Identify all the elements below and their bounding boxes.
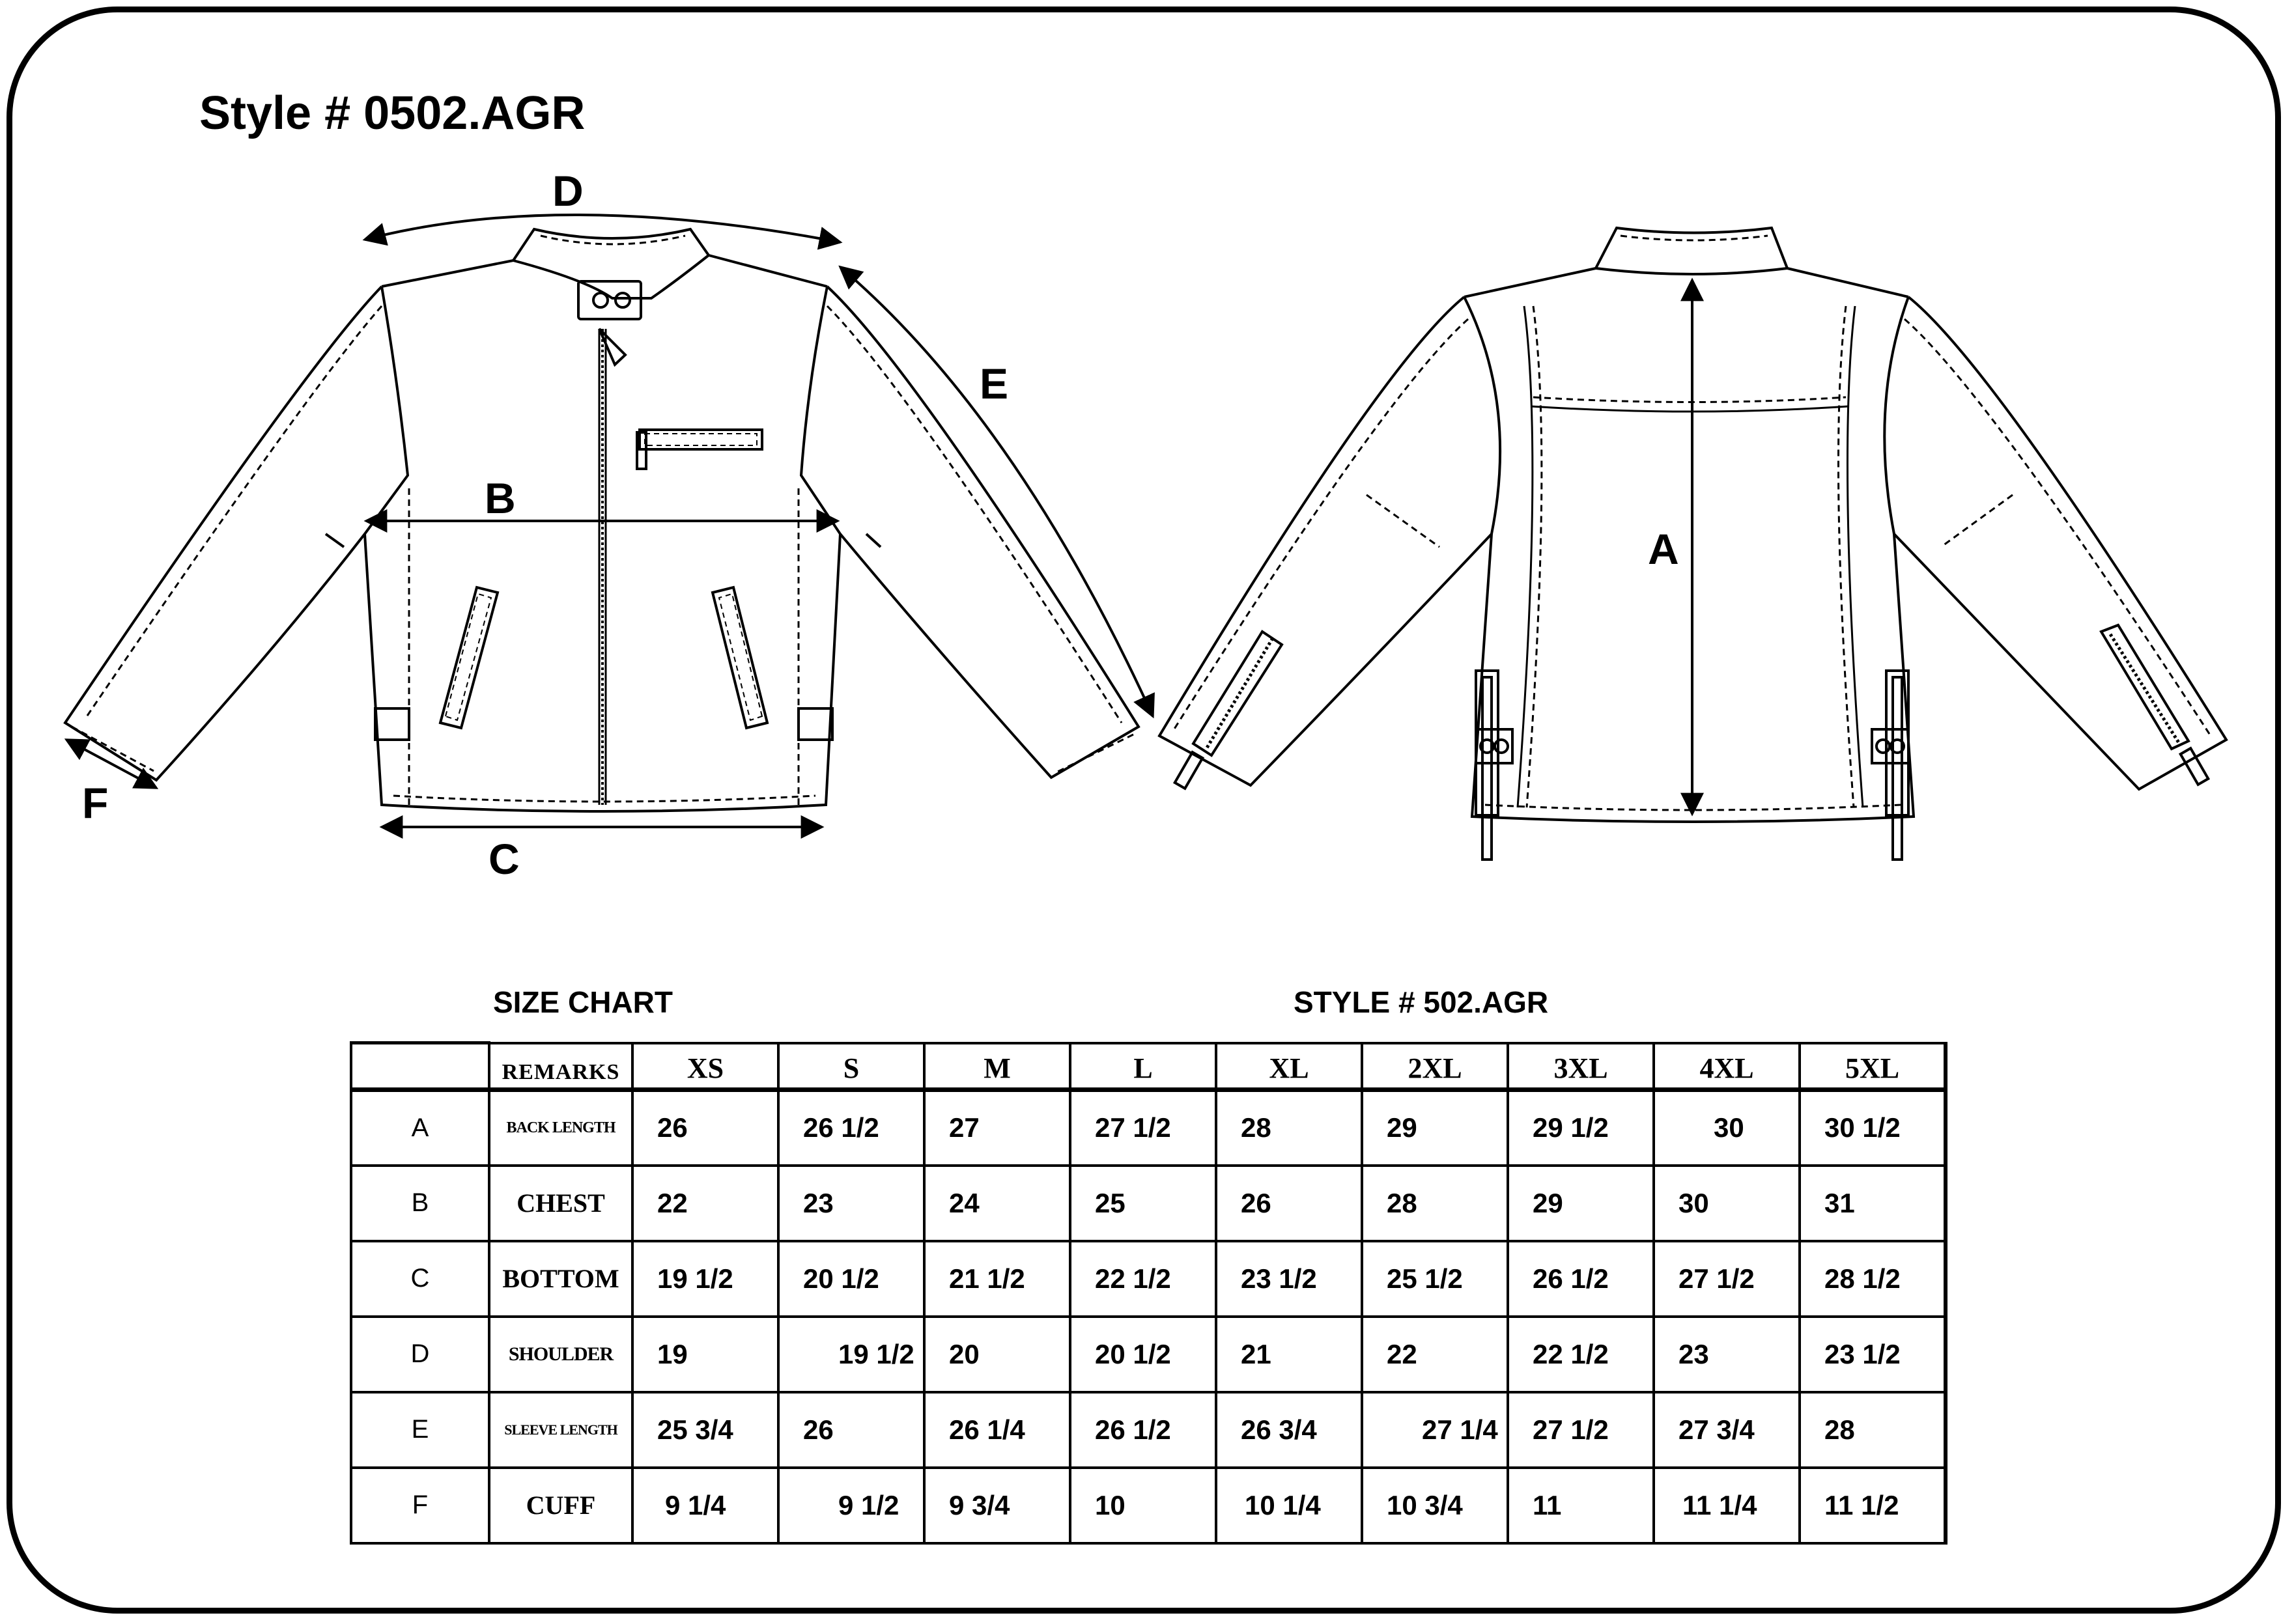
table-cell: 25 3/4 bbox=[632, 1392, 778, 1468]
size-chart-style-label: STYLE # 502.AGR bbox=[1294, 985, 1549, 1019]
size-chart-table bbox=[350, 1041, 1947, 1545]
table-cell: 19 1/2 bbox=[632, 1241, 778, 1317]
size-header: L bbox=[1070, 1043, 1216, 1090]
table-cell: 25 bbox=[1070, 1166, 1216, 1241]
table-cell: 26 bbox=[778, 1392, 924, 1468]
row-code: F bbox=[351, 1468, 489, 1543]
table-row bbox=[351, 1392, 1946, 1468]
table-cell: 26 1/2 bbox=[1070, 1392, 1216, 1468]
table-cell: 26 1/4 bbox=[924, 1392, 1070, 1468]
size-header: XL bbox=[1216, 1043, 1362, 1090]
table-cell: 29 1/2 bbox=[1508, 1090, 1654, 1166]
table-cell: 25 1/2 bbox=[1362, 1241, 1508, 1317]
size-header: S bbox=[778, 1043, 924, 1090]
table-cell: 27 3/4 bbox=[1654, 1392, 1800, 1468]
row-remark: CHEST bbox=[489, 1166, 632, 1241]
table-cell: 9 3/4 bbox=[924, 1468, 1070, 1543]
table-cell: 27 1/2 bbox=[1508, 1392, 1654, 1468]
table-cell: 28 bbox=[1362, 1166, 1508, 1241]
table-cell: 26 bbox=[632, 1090, 778, 1166]
table-cell: 29 bbox=[1508, 1166, 1654, 1241]
table-cell: 27 1/2 bbox=[1654, 1241, 1800, 1317]
table-cell: 26 1/2 bbox=[778, 1090, 924, 1166]
table-cell: 27 1/2 bbox=[1070, 1090, 1216, 1166]
size-header: XS bbox=[632, 1043, 778, 1090]
row-code: B bbox=[351, 1166, 489, 1241]
dimension-a-label: A bbox=[1648, 525, 1679, 573]
row-code: C bbox=[351, 1241, 489, 1317]
measurement-arrows bbox=[66, 215, 1692, 827]
table-cell: 31 bbox=[1800, 1166, 1946, 1241]
table-cell: 10 1/4 bbox=[1216, 1468, 1362, 1543]
header-corner-cell bbox=[351, 1043, 489, 1090]
size-header: 2XL bbox=[1362, 1043, 1508, 1090]
size-header: 5XL bbox=[1800, 1043, 1946, 1090]
table-cell: 26 1/2 bbox=[1508, 1241, 1654, 1317]
dimension-b-label: B bbox=[485, 474, 516, 522]
table-cell: 10 bbox=[1070, 1468, 1216, 1543]
table-cell: 30 bbox=[1654, 1090, 1800, 1166]
row-code: D bbox=[351, 1317, 489, 1392]
row-remark: CUFF bbox=[489, 1468, 632, 1543]
table-cell: 19 bbox=[632, 1317, 778, 1392]
dimension-c-label: C bbox=[489, 835, 520, 883]
table-cell: 28 bbox=[1216, 1090, 1362, 1166]
table-cell: 27 bbox=[924, 1090, 1070, 1166]
dimension-f-label: F bbox=[82, 779, 109, 827]
table-cell: 23 bbox=[1654, 1317, 1800, 1392]
table-row bbox=[351, 1241, 1946, 1317]
size-chart-title: SIZE CHART bbox=[493, 985, 673, 1019]
row-code: E bbox=[351, 1392, 489, 1468]
table-cell: 26 bbox=[1216, 1166, 1362, 1241]
table-cell: 24 bbox=[924, 1166, 1070, 1241]
table-cell: 28 bbox=[1800, 1392, 1946, 1468]
table-cell: 9 1/2 bbox=[778, 1468, 924, 1543]
dimension-f-arrow bbox=[66, 740, 156, 788]
table-row bbox=[351, 1090, 1946, 1166]
table-row bbox=[351, 1317, 1946, 1392]
table-cell: 30 bbox=[1654, 1166, 1800, 1241]
size-header-row bbox=[351, 1043, 1946, 1090]
row-remark: SLEEVE LENGTH bbox=[489, 1392, 632, 1468]
table-cell: 21 1/2 bbox=[924, 1241, 1070, 1317]
size-header: M bbox=[924, 1043, 1070, 1090]
table-cell: 19 1/2 bbox=[778, 1317, 924, 1392]
row-remark: BACK LENGTH bbox=[489, 1090, 632, 1166]
table-cell: 20 1/2 bbox=[1070, 1317, 1216, 1392]
table-row bbox=[351, 1166, 1946, 1241]
table-cell: 28 1/2 bbox=[1800, 1241, 1946, 1317]
table-cell: 11 bbox=[1508, 1468, 1654, 1543]
row-remark: SHOULDER bbox=[489, 1317, 632, 1392]
dimension-e-label: E bbox=[980, 359, 1009, 408]
table-cell: 22 bbox=[1362, 1317, 1508, 1392]
remarks-header: REMARKS bbox=[489, 1043, 632, 1090]
table-cell: 21 bbox=[1216, 1317, 1362, 1392]
table-cell: 22 1/2 bbox=[1508, 1317, 1654, 1392]
table-cell: 23 1/2 bbox=[1800, 1317, 1946, 1392]
table-cell: 11 1/2 bbox=[1800, 1468, 1946, 1543]
table-cell: 23 bbox=[778, 1166, 924, 1241]
table-cell: 26 3/4 bbox=[1216, 1392, 1362, 1468]
table-cell: 9 1/4 bbox=[632, 1468, 778, 1543]
style-title: Style # 0502.AGR bbox=[199, 87, 586, 139]
table-cell: 20 bbox=[924, 1317, 1070, 1392]
row-remark: BOTTOM bbox=[489, 1241, 632, 1317]
dimension-e-arrow bbox=[840, 267, 1153, 716]
table-cell: 27 1/4 bbox=[1362, 1392, 1508, 1468]
dimension-d-label: D bbox=[552, 167, 584, 215]
table-cell: 22 1/2 bbox=[1070, 1241, 1216, 1317]
table-row bbox=[351, 1468, 1946, 1543]
size-header: 3XL bbox=[1508, 1043, 1654, 1090]
size-header: 4XL bbox=[1654, 1043, 1800, 1090]
table-cell: 22 bbox=[632, 1166, 778, 1241]
table-cell: 10 3/4 bbox=[1362, 1468, 1508, 1543]
table-cell: 30 1/2 bbox=[1800, 1090, 1946, 1166]
table-cell: 20 1/2 bbox=[778, 1241, 924, 1317]
row-code: A bbox=[351, 1090, 489, 1166]
table-cell: 23 1/2 bbox=[1216, 1241, 1362, 1317]
table-cell: 11 1/4 bbox=[1654, 1468, 1800, 1543]
table-cell: 29 bbox=[1362, 1090, 1508, 1166]
